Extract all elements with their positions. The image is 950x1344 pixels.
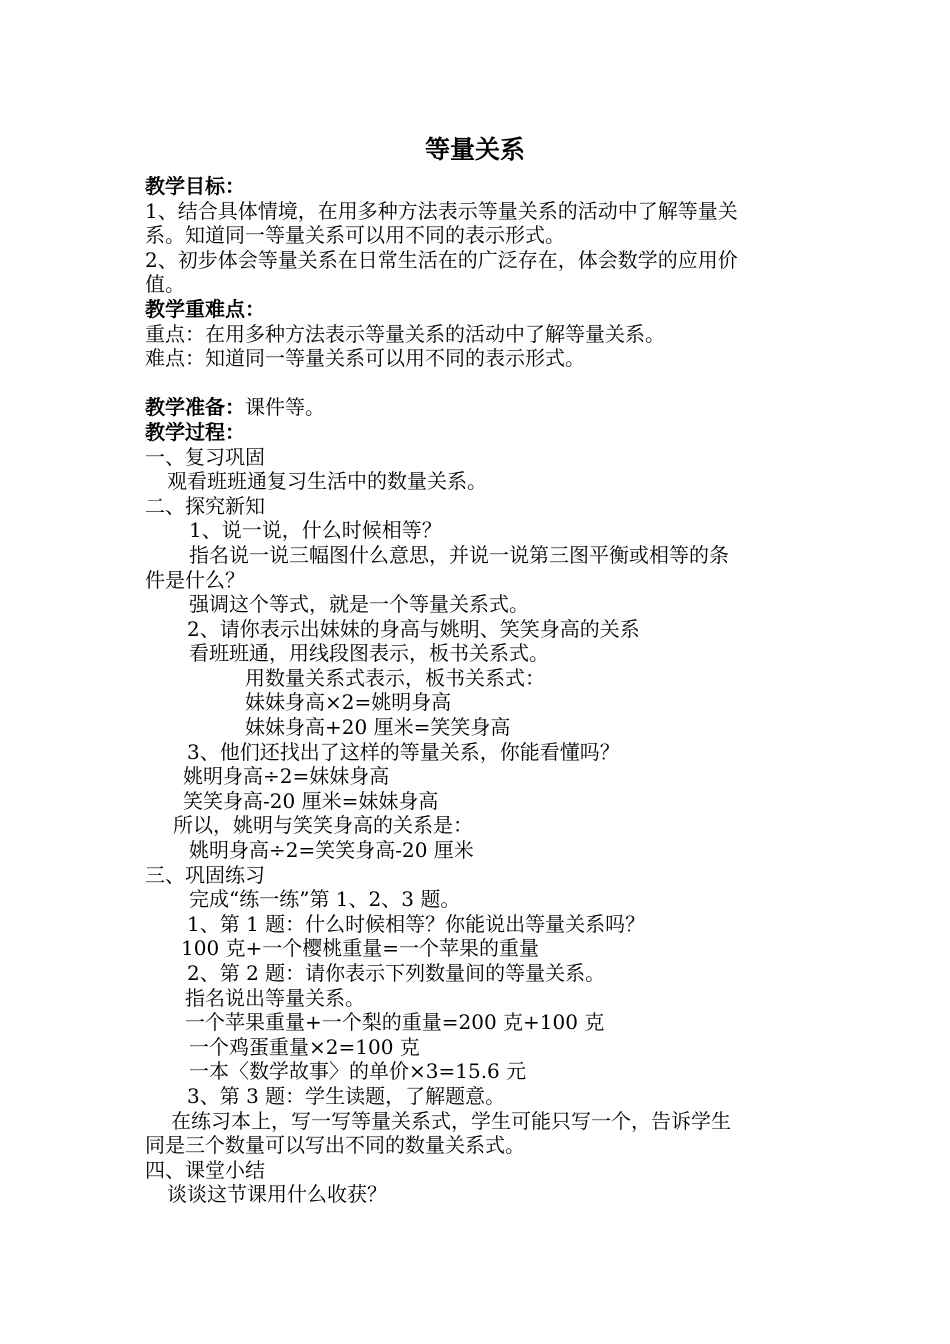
section-3-question-2: 2、第 2 题：请你表示下列数量间的等量关系。 <box>187 961 606 985</box>
section-2-question-2-relation-intro: 用数量关系式表示，板书关系式： <box>245 665 545 690</box>
section-2-equation-1: 妹妹身高×2=姚明身高 <box>245 690 452 715</box>
section-3-equation-4: 一本〈数学故事〉的单价×3=15.6 元 <box>189 1059 527 1084</box>
section-3-question-3-answer-line-2: 同是三个数量可以写出不同的数量关系式。 <box>145 1133 525 1158</box>
objective-2-line-2: 值。 <box>145 272 185 297</box>
section-3-title: 三、巩固练习 <box>145 862 265 887</box>
section-4-title: 四、课堂小结 <box>145 1157 265 1182</box>
section-3-equation-1: 100 克+一个樱桃重量=一个苹果的重量 <box>181 936 540 961</box>
section-2-question-3: 3、他们还找出了这样的等量关系，你能看懂吗？ <box>187 739 620 764</box>
section-2-equation-2: 妹妹身高+20 厘米=笑笑身高 <box>245 715 511 740</box>
blank-line <box>145 371 810 396</box>
objectives-heading: 教学目标： <box>145 174 245 198</box>
preparation-heading: 教学准备： <box>145 395 245 420</box>
key-point: 重点：在用多种方法表示等量关系的活动中了解等量关系。 <box>145 321 665 346</box>
section-3-question-2-answer: 指名说出等量关系。 <box>185 985 365 1010</box>
page-title: 等量关系 <box>424 135 525 164</box>
section-1-text: 观看班班通复习生活中的数量关系。 <box>167 469 487 494</box>
section-2-question-1: 1、说一说，什么时候相等？ <box>189 518 442 543</box>
preparation-line <box>145 395 810 420</box>
section-2-title: 二、探究新知 <box>145 493 265 518</box>
section-2-equation-3: 姚明身高÷2=妹妹身高 <box>183 764 390 789</box>
section-1-title: 一、复习巩固 <box>145 444 265 469</box>
objective-1-line-2: 系。知道同一等量关系可以用不同的表示形式。 <box>145 223 565 248</box>
section-2-question-2: 2、请你表示出妹妹的身高与姚明、笑笑身高的关系 <box>187 616 640 641</box>
section-2-question-1-emphasis: 强调这个等式，就是一个等量关系式。 <box>189 592 529 617</box>
key-points-heading: 教学重难点： <box>145 296 265 321</box>
section-3-equation-2: 一个苹果重量+一个梨的重量=200 克+100 克 <box>185 1010 605 1035</box>
preparation-value: 课件等。 <box>245 395 325 420</box>
difficult-point: 难点：知道同一等量关系可以用不同的表示形式。 <box>145 346 585 371</box>
objective-2-line-1: 2、初步体会等量关系在日常生活在的广泛存在，体会数学的应用价 <box>145 247 738 272</box>
section-2-question-2-answer: 看班班通，用线段图表示，板书关系式。 <box>189 641 549 666</box>
objective-1-line-1: 1、结合具体情境，在用多种方法表示等量关系的活动中了解等量关 <box>145 198 738 223</box>
section-3-equation-3: 一个鸡蛋重量×2=100 克 <box>189 1034 420 1059</box>
section-3-intro: 完成“练一练”第 1、2、3 题。 <box>189 887 461 912</box>
section-3-question-3-answer-line-1: 在练习本上，写一写等量关系式，学生可能只写一个，告诉学生 <box>171 1108 731 1133</box>
section-2-equation-4: 笑笑身高-20 厘米=妹妹身高 <box>183 788 439 813</box>
process-heading: 教学过程： <box>145 419 245 444</box>
section-2-question-1-answer-line-1: 指名说一说三幅图什么意思，并说一说第三图平衡或相等的条 <box>189 542 729 567</box>
section-4-text: 谈谈这节课用什么收获？ <box>167 1182 387 1207</box>
section-2-equation-5: 姚明身高÷2=笑笑身高-20 厘米 <box>189 838 474 863</box>
section-2-conclusion: 所以，姚明与笑笑身高的关系是： <box>173 813 473 838</box>
document-body <box>145 174 810 1207</box>
section-2-question-1-answer-line-2: 件是什么？ <box>145 567 245 592</box>
section-3-question-1: 1、第 1 题：什么时候相等？你能说出等量关系吗？ <box>187 911 646 936</box>
section-3-question-3: 3、第 3 题：学生读题，了解题意。 <box>187 1083 506 1108</box>
